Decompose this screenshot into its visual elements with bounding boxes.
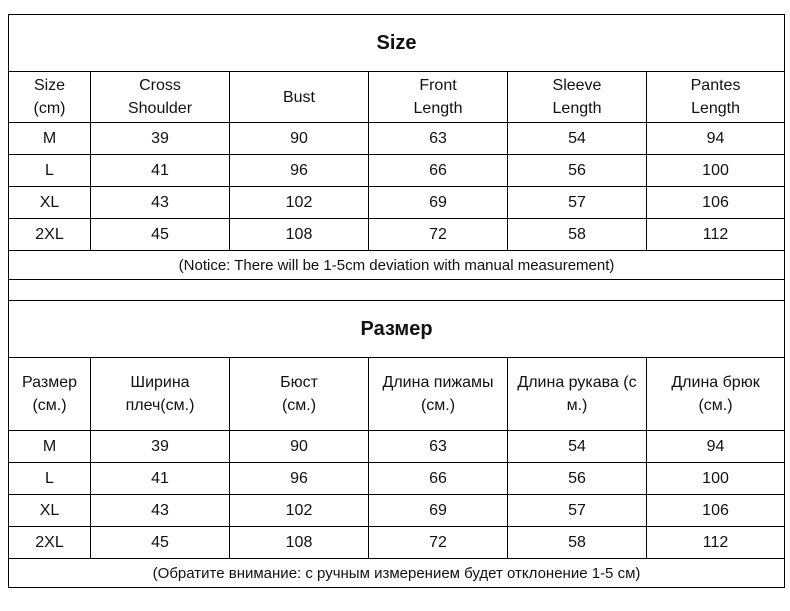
en-table-row	[9, 123, 785, 155]
ru-cell-sleeve-length: 57	[508, 495, 647, 527]
ru-header-pants-length: Длина брюк (см.)	[647, 358, 785, 431]
en-title-row	[9, 15, 785, 72]
ru-cell-sleeve-length: 54	[508, 431, 647, 463]
en-header-bust: Bust	[230, 72, 369, 123]
ru-table-row	[9, 463, 785, 495]
en-cell-cross-shoulder: 41	[91, 155, 230, 187]
ru-cell-bust: 90	[230, 431, 369, 463]
en-cell-sleeve-length: 56	[508, 155, 647, 187]
en-cell-pants-length: 112	[647, 219, 785, 251]
en-cell-sleeve-length: 58	[508, 219, 647, 251]
en-cell-sleeve-length: 57	[508, 187, 647, 219]
ru-header-row	[9, 358, 785, 431]
en-cell-cross-shoulder: 43	[91, 187, 230, 219]
en-cell-pants-length: 100	[647, 155, 785, 187]
en-note-row	[9, 251, 785, 280]
ru-table-title: Размер	[9, 301, 785, 358]
en-cell-bust: 108	[230, 219, 369, 251]
en-table-row	[9, 219, 785, 251]
ru-header-size: Размер (см.)	[9, 358, 91, 431]
en-table-row	[9, 155, 785, 187]
ru-header-sleeve-length: Длина рукава (с м.)	[508, 358, 647, 431]
en-measurement-note: (Notice: There will be 1-5cm deviation with manual measurement)	[9, 251, 785, 280]
ru-measurement-note: (Обратите внимание: с ручным измерением будет отклонение 1-5 см)	[9, 559, 785, 588]
en-cell-bust: 96	[230, 155, 369, 187]
en-header-row	[9, 72, 785, 123]
ru-cell-bust: 108	[230, 527, 369, 559]
en-cell-pants-length: 106	[647, 187, 785, 219]
ru-header-shoulder-width: Ширина плеч(см.)	[91, 358, 230, 431]
ru-cell-pajama-length: 63	[369, 431, 508, 463]
en-cell-pants-length: 94	[647, 123, 785, 155]
ru-cell-size: M	[9, 431, 91, 463]
ru-cell-sleeve-length: 58	[508, 527, 647, 559]
ru-cell-size: 2XL	[9, 527, 91, 559]
en-cell-size: L	[9, 155, 91, 187]
ru-cell-pants-length: 112	[647, 527, 785, 559]
ru-cell-shoulder-width: 41	[91, 463, 230, 495]
en-cell-size: XL	[9, 187, 91, 219]
ru-cell-pants-length: 94	[647, 431, 785, 463]
en-cell-bust: 102	[230, 187, 369, 219]
ru-cell-sleeve-length: 56	[508, 463, 647, 495]
en-table-row	[9, 187, 785, 219]
ru-cell-shoulder-width: 39	[91, 431, 230, 463]
en-cell-front-length: 69	[369, 187, 508, 219]
size-chart-table	[8, 14, 785, 588]
en-header-size: Size (cm)	[9, 72, 91, 123]
ru-cell-shoulder-width: 45	[91, 527, 230, 559]
en-header-cross-shoulder: Cross Shoulder	[91, 72, 230, 123]
ru-table-row	[9, 495, 785, 527]
ru-cell-pants-length: 100	[647, 463, 785, 495]
ru-cell-pants-length: 106	[647, 495, 785, 527]
ru-cell-size: XL	[9, 495, 91, 527]
section-gap-row	[9, 280, 785, 301]
en-cell-bust: 90	[230, 123, 369, 155]
en-header-pants-length: Pantes Length	[647, 72, 785, 123]
en-cell-cross-shoulder: 45	[91, 219, 230, 251]
en-cell-sleeve-length: 54	[508, 123, 647, 155]
ru-cell-pajama-length: 72	[369, 527, 508, 559]
ru-cell-bust: 102	[230, 495, 369, 527]
ru-cell-size: L	[9, 463, 91, 495]
en-cell-front-length: 63	[369, 123, 508, 155]
ru-cell-bust: 96	[230, 463, 369, 495]
ru-table-row	[9, 431, 785, 463]
en-header-front-length: Front Length	[369, 72, 508, 123]
en-cell-front-length: 72	[369, 219, 508, 251]
ru-table-row	[9, 527, 785, 559]
ru-title-row	[9, 301, 785, 358]
ru-cell-shoulder-width: 43	[91, 495, 230, 527]
en-cell-front-length: 66	[369, 155, 508, 187]
en-cell-size: M	[9, 123, 91, 155]
en-cell-size: 2XL	[9, 219, 91, 251]
en-cell-cross-shoulder: 39	[91, 123, 230, 155]
ru-header-pajama-length: Длина пижамы (см.)	[369, 358, 508, 431]
ru-header-bust: Бюст (см.)	[230, 358, 369, 431]
section-divider	[9, 280, 785, 301]
en-table-title: Size	[9, 15, 785, 72]
ru-cell-pajama-length: 66	[369, 463, 508, 495]
ru-note-row	[9, 559, 785, 588]
ru-cell-pajama-length: 69	[369, 495, 508, 527]
en-header-sleeve-length: Sleeve Length	[508, 72, 647, 123]
